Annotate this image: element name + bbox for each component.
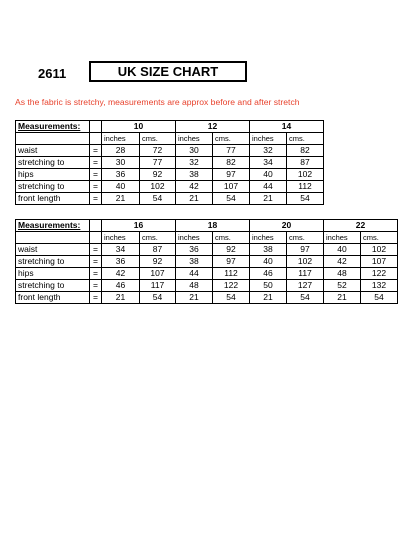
value-cell: 54 <box>140 292 176 304</box>
value-cell: 102 <box>361 244 398 256</box>
blank-cell <box>90 121 102 133</box>
value-cell: 82 <box>287 145 324 157</box>
value-cell: 92 <box>140 256 176 268</box>
value-cell: 87 <box>287 157 324 169</box>
value-cell: 28 <box>102 145 140 157</box>
value-cell: 42 <box>176 181 213 193</box>
product-code: 2611 <box>38 66 67 81</box>
unit-cms: cms. <box>140 133 176 145</box>
unit-inches: inches <box>102 133 140 145</box>
value-cell: 32 <box>250 145 287 157</box>
value-cell: 21 <box>102 193 140 205</box>
size-header: 10 <box>102 121 176 133</box>
value-cell: 54 <box>213 193 250 205</box>
value-cell: 38 <box>176 169 213 181</box>
value-cell: 54 <box>287 292 324 304</box>
measurements-heading: Measurements: <box>16 220 90 232</box>
units-row <box>16 232 398 244</box>
unit-inches: inches <box>102 232 140 244</box>
row-label: stretching to <box>16 256 90 268</box>
equals-sign: = <box>90 244 102 256</box>
row-label: hips <box>16 268 90 280</box>
value-cell: 107 <box>361 256 398 268</box>
value-cell: 92 <box>213 244 250 256</box>
value-cell: 54 <box>361 292 398 304</box>
value-cell: 127 <box>287 280 324 292</box>
row-label: front length <box>16 193 90 205</box>
row-label: stretching to <box>16 157 90 169</box>
unit-inches: inches <box>176 232 213 244</box>
value-cell: 46 <box>102 280 140 292</box>
unit-cms: cms. <box>287 232 324 244</box>
equals-sign: = <box>90 280 102 292</box>
table-row <box>16 268 398 280</box>
table-header-row <box>16 121 324 133</box>
value-cell: 21 <box>176 292 213 304</box>
size-header: 20 <box>250 220 324 232</box>
value-cell: 48 <box>176 280 213 292</box>
stretch-note: As the fabric is stretchy, measurements are approx before and after stretch <box>15 97 300 107</box>
value-cell: 36 <box>102 256 140 268</box>
value-cell: 21 <box>324 292 361 304</box>
row-label: waist <box>16 145 90 157</box>
value-cell: 72 <box>140 145 176 157</box>
size-table-2 <box>15 219 398 304</box>
size-header: 18 <box>176 220 250 232</box>
value-cell: 122 <box>361 268 398 280</box>
chart-title <box>89 61 247 82</box>
unit-cms: cms. <box>287 133 324 145</box>
row-label: stretching to <box>16 181 90 193</box>
value-cell: 44 <box>176 268 213 280</box>
value-cell: 54 <box>287 193 324 205</box>
value-cell: 44 <box>250 181 287 193</box>
value-cell: 87 <box>140 244 176 256</box>
table-row <box>16 181 324 193</box>
value-cell: 21 <box>250 193 287 205</box>
table-row <box>16 244 398 256</box>
equals-sign: = <box>90 157 102 169</box>
value-cell: 112 <box>213 268 250 280</box>
value-cell: 40 <box>102 181 140 193</box>
unit-inches: inches <box>250 232 287 244</box>
equals-sign: = <box>90 268 102 280</box>
value-cell: 36 <box>176 244 213 256</box>
blank-cell <box>16 133 90 145</box>
blank-cell <box>16 232 90 244</box>
equals-sign: = <box>90 181 102 193</box>
size-header: 22 <box>324 220 398 232</box>
value-cell: 54 <box>140 193 176 205</box>
table-row <box>16 256 398 268</box>
value-cell: 34 <box>250 157 287 169</box>
value-cell: 77 <box>140 157 176 169</box>
equals-sign: = <box>90 169 102 181</box>
unit-inches: inches <box>250 133 287 145</box>
blank-cell <box>90 232 102 244</box>
table-row <box>16 169 324 181</box>
value-cell: 112 <box>287 181 324 193</box>
value-cell: 30 <box>176 145 213 157</box>
value-cell: 48 <box>324 268 361 280</box>
row-label: hips <box>16 169 90 181</box>
value-cell: 82 <box>213 157 250 169</box>
value-cell: 102 <box>287 256 324 268</box>
measurements-heading: Measurements: <box>16 121 90 133</box>
value-cell: 50 <box>250 280 287 292</box>
equals-sign: = <box>90 256 102 268</box>
value-cell: 38 <box>250 244 287 256</box>
value-cell: 102 <box>140 181 176 193</box>
blank-cell <box>90 220 102 232</box>
value-cell: 97 <box>213 256 250 268</box>
value-cell: 117 <box>287 268 324 280</box>
unit-cms: cms. <box>213 232 250 244</box>
unit-cms: cms. <box>213 133 250 145</box>
table-row <box>16 280 398 292</box>
value-cell: 36 <box>102 169 140 181</box>
value-cell: 54 <box>213 292 250 304</box>
value-cell: 46 <box>250 268 287 280</box>
value-cell: 92 <box>140 169 176 181</box>
value-cell: 97 <box>287 244 324 256</box>
value-cell: 117 <box>140 280 176 292</box>
unit-cms: cms. <box>361 232 398 244</box>
table-row <box>16 157 324 169</box>
row-label: front length <box>16 292 90 304</box>
table-header-row <box>16 220 398 232</box>
unit-cms: cms. <box>140 232 176 244</box>
value-cell: 42 <box>102 268 140 280</box>
value-cell: 122 <box>213 280 250 292</box>
value-cell: 107 <box>140 268 176 280</box>
value-cell: 40 <box>250 256 287 268</box>
chart-title-text: UK SIZE CHART <box>117 64 219 79</box>
unit-inches: inches <box>176 133 213 145</box>
units-row <box>16 133 324 145</box>
value-cell: 40 <box>250 169 287 181</box>
equals-sign: = <box>90 292 102 304</box>
value-cell: 132 <box>361 280 398 292</box>
value-cell: 97 <box>213 169 250 181</box>
size-header: 12 <box>176 121 250 133</box>
unit-inches: inches <box>324 232 361 244</box>
size-header: 14 <box>250 121 324 133</box>
value-cell: 21 <box>250 292 287 304</box>
value-cell: 52 <box>324 280 361 292</box>
value-cell: 34 <box>102 244 140 256</box>
value-cell: 40 <box>324 244 361 256</box>
value-cell: 77 <box>213 145 250 157</box>
blank-cell <box>90 133 102 145</box>
value-cell: 42 <box>324 256 361 268</box>
value-cell: 21 <box>176 193 213 205</box>
value-cell: 38 <box>176 256 213 268</box>
table-row <box>16 145 324 157</box>
value-cell: 30 <box>102 157 140 169</box>
table-row <box>16 193 324 205</box>
table-row <box>16 292 398 304</box>
value-cell: 21 <box>102 292 140 304</box>
equals-sign: = <box>90 145 102 157</box>
value-cell: 102 <box>287 169 324 181</box>
equals-sign: = <box>90 193 102 205</box>
row-label: stretching to <box>16 280 90 292</box>
size-header: 16 <box>102 220 176 232</box>
value-cell: 107 <box>213 181 250 193</box>
row-label: waist <box>16 244 90 256</box>
size-table-1 <box>15 120 324 205</box>
value-cell: 32 <box>176 157 213 169</box>
